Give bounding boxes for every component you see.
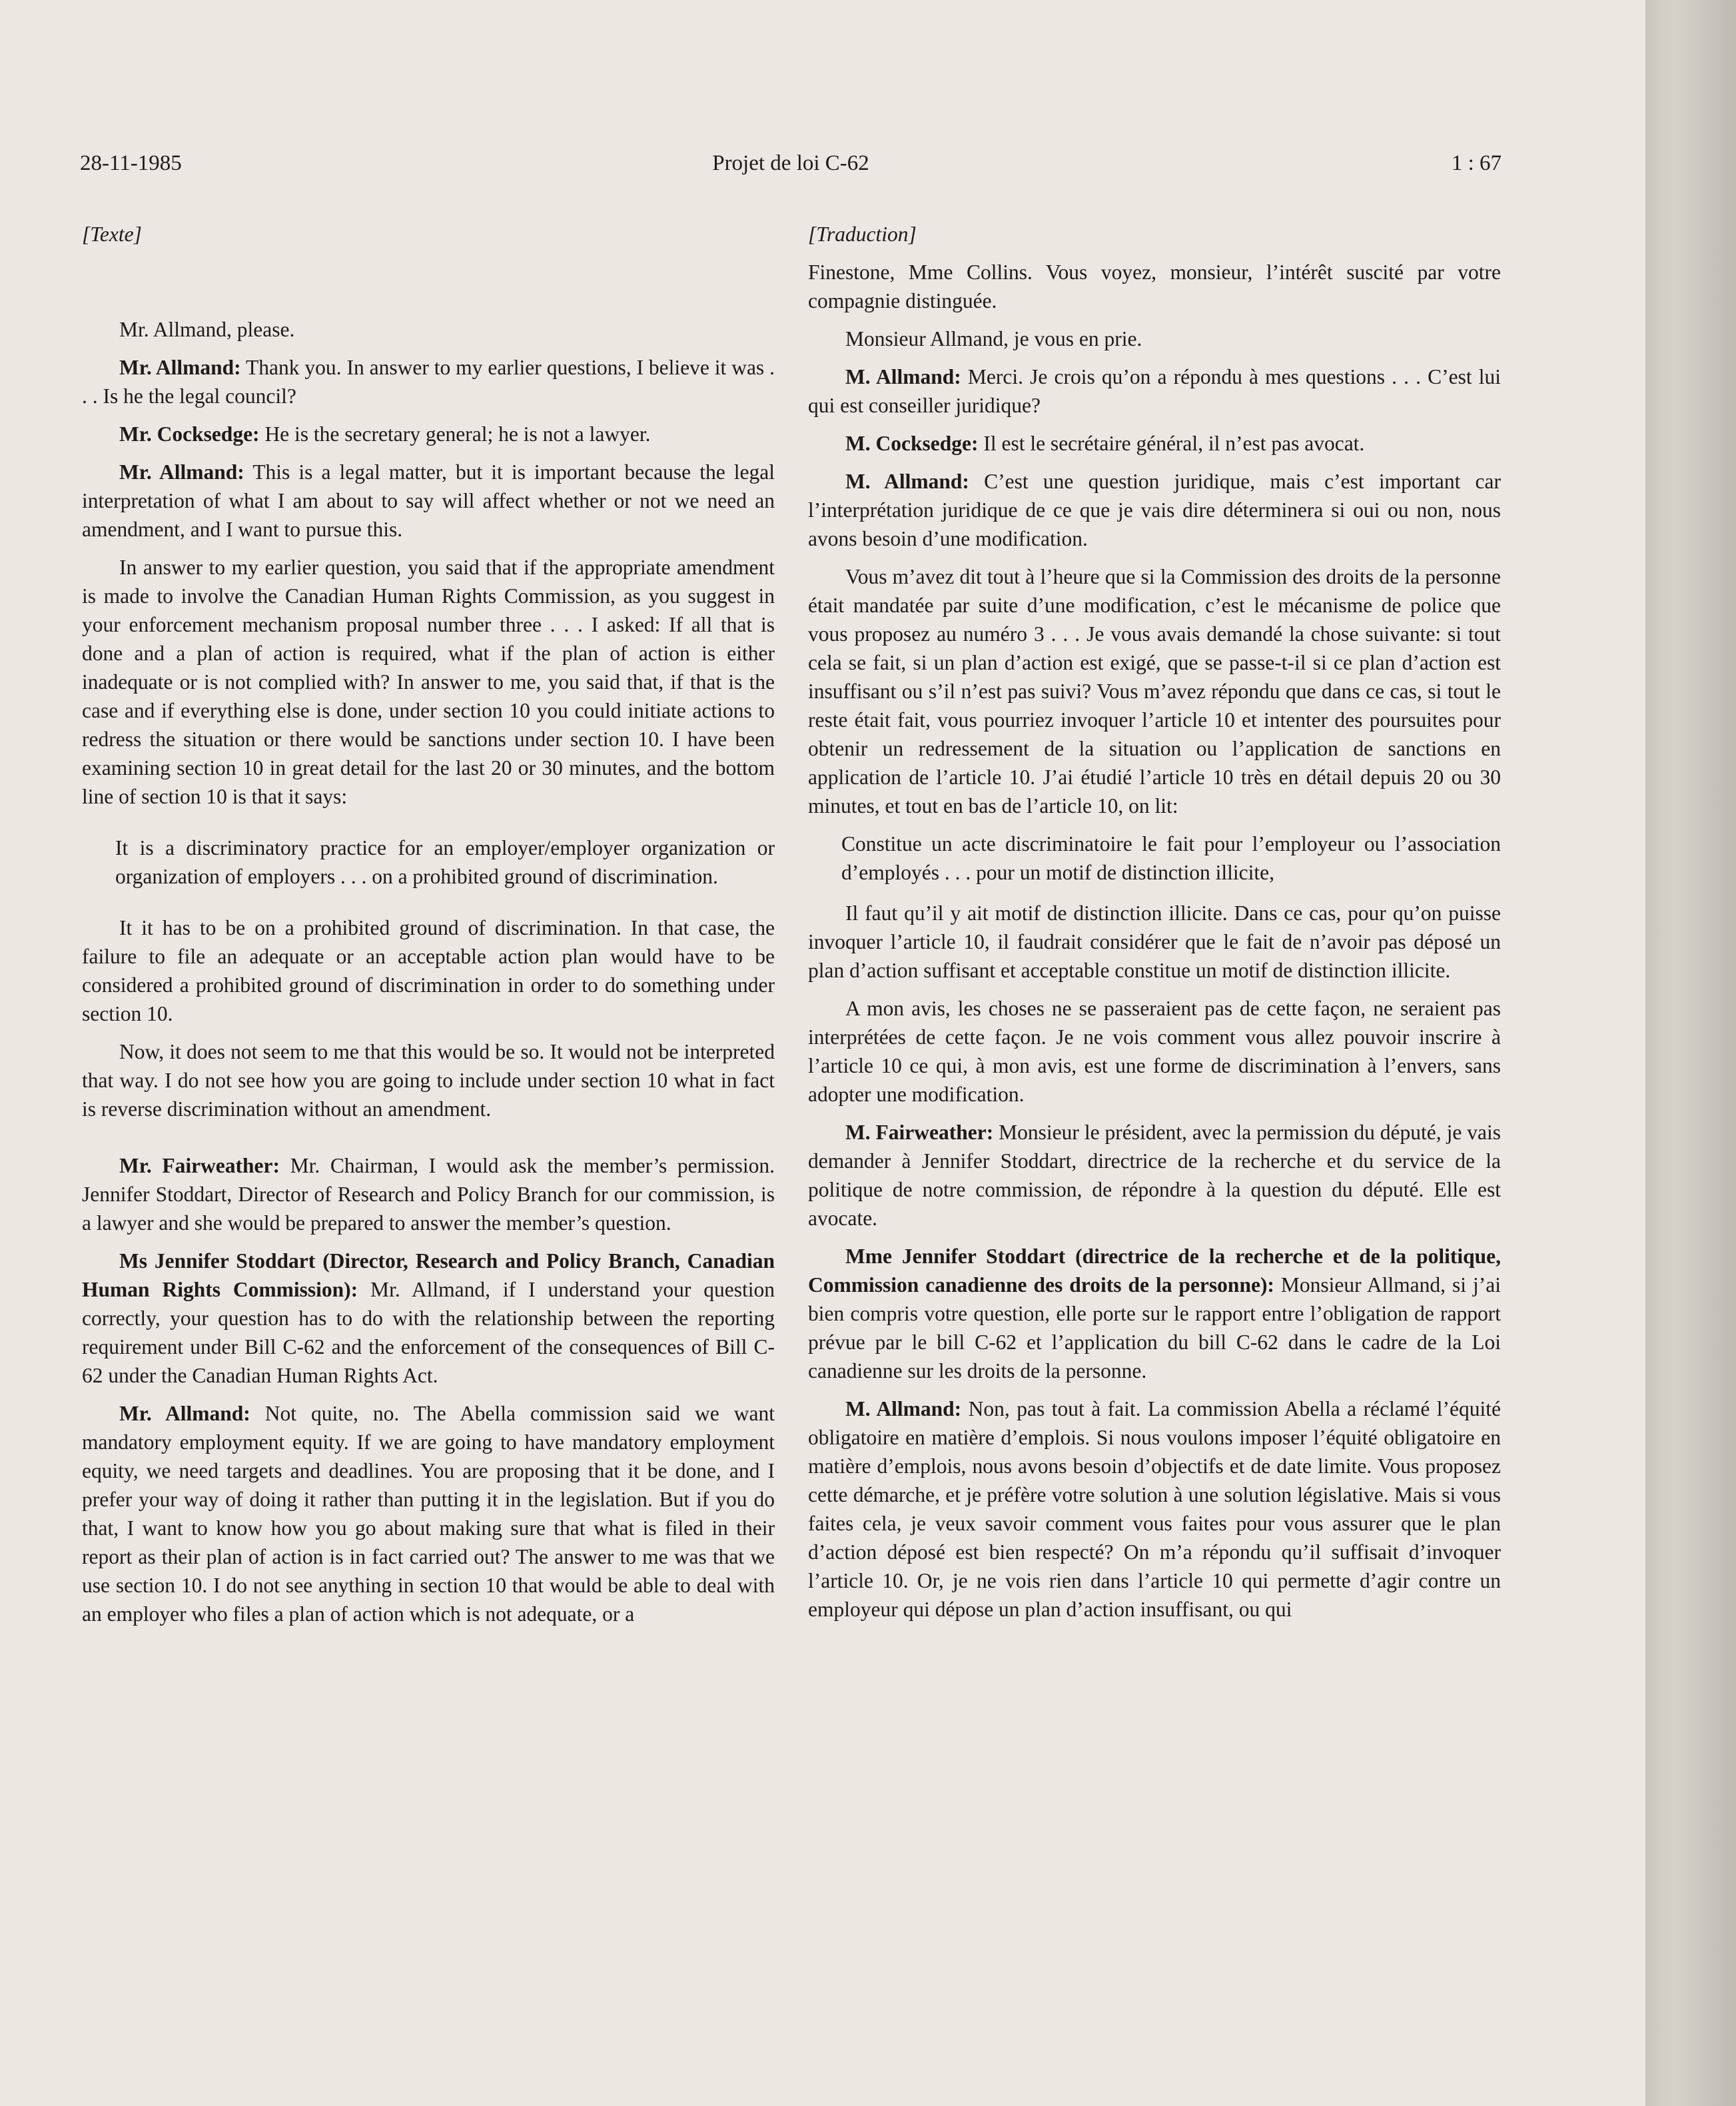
en-paragraph: Ms Jennifer Stoddart (Director, Research and Policy Branch, Canadian Human Rights Commission): Mr. Allmand, if I understand your question correctly, your question has to do with the relationship between the reporting requirement under Bill C-62 and the enforcement of the consequences of Bill C-62 under the Canadian Human Rights Act. <box>82 1249 775 1387</box>
speaker-name: M. Cocksedge: <box>845 432 979 455</box>
speaker-name: M. Allmand: <box>845 470 969 493</box>
speaker-name: Ms Jennifer Stoddart (Director, Research and Policy Branch, Canadian Human Rights Commission): <box>82 1249 775 1301</box>
speaker-name: Mme Jennifer Stoddart (directrice de la recherche et de la politique, Commission canadienne des droits de la personne): <box>808 1245 1501 1297</box>
speaker-name: M. Fairweather: <box>845 1121 994 1144</box>
en-paragraph: Mr. Fairweather: Mr. Chairman, I would ask the member’s permission. Jennifer Stoddart, Director of Research and Policy Branch for our commission, is a lawyer and she would be prepared to answer the member’s question. <box>82 1154 775 1235</box>
en-paragraph: Mr. Allmand: Thank you. In answer to my earlier questions, I believe it was . . . Is he the legal council? <box>82 356 775 408</box>
speaker-name: Mr. Fairweather: <box>119 1154 280 1177</box>
en-quotation: It is a discriminatory practice for an employer/employer organization or organization of employers . . . on a prohibited ground of discrimination. <box>115 836 775 888</box>
en-paragraph: Now, it does not seem to me that this would be so. It would not be interpreted that way. I do not see how you are going to include under section 10 what in fact is reverse discrimination without an amendment. <box>82 1040 775 1121</box>
speaker-name: Mr. Allmand: <box>119 356 241 379</box>
fr-quotation: Constitue un acte discriminatoire le fait pour l’employeur ou l’association d’employés . . . pour un motif de distinction illicite, <box>841 832 1501 884</box>
fr-paragraph: M. Fairweather: Monsieur le président, avec la permission du député, je vais demander à Jennifer Stoddart, directrice de la recherche et du service de la politique de notre commission, de répondre à la question du député. Elle est avocate. <box>808 1121 1501 1230</box>
fr-paragraph: Mme Jennifer Stoddart (directrice de la recherche et de la politique, Commission canadienne des droits de la personne): Monsieur Allmand, si j’ai bien compris votre question, elle porte sur le rapport entre l’obligation de rapport prévue par le bill C-62 et l’application du bill C-62 dans le cadre de la Loi canadienne sur les droits de la personne. <box>808 1245 1501 1382</box>
en-paragraph: Mr. Allmand: This is a legal matter, but it is important because the legal interpretation of what I am about to say will affect whether or not we need an amendment, and I want to pursue this. <box>82 460 775 541</box>
fr-paragraph: M. Allmand: Merci. Je crois qu’on a répondu à mes questions . . . C’est lui qui est conseiller juridique? <box>808 365 1501 417</box>
fr-paragraph: M. Cocksedge: Il est le secrétaire général, il n’est pas avocat. <box>845 432 1365 455</box>
fr-paragraph: Finestone, Mme Collins. Vous voyez, monsieur, l’intérêt suscité par votre compagnie distinguée. <box>808 261 1501 312</box>
fr-paragraph: Il faut qu’il y ait motif de distinction illicite. Dans ce cas, pour qu’on puisse invoquer l’article 10, il faudrait considérer que le fait de n’avoir pas déposé un plan d’action suffisant et acceptable constitue un motif de distinction illicite. <box>808 901 1501 982</box>
en-paragraph: It it has to be on a prohibited ground of discrimination. In that case, the failure to file an adequate or an acceptable action plan would have to be considered a prohibited ground of discrimination in order to do something under section 10. <box>82 916 775 1025</box>
french-column <box>808 220 1501 1633</box>
en-paragraph: Mr. Allmand: Not quite, no. The Abella commission said we want mandatory employment equity. If we are going to have mandatory employment equity, we need targets and deadlines. You are proposing that it be done, and I prefer your way of doing it rather than putting it in the legislation. But if you do that, I want to know how you go about making sure that what is filed in their report as their plan of action is in fact carried out? The answer to me was that we use section 10. I do not see anything in section 10 that would be able to deal with an employer who files a plan of action which is not adequate, or a <box>82 1402 775 1626</box>
fr-paragraph: Monsieur Allmand, je vous en prie. <box>845 327 1142 350</box>
fr-paragraph: M. Allmand: C’est une question juridique, mais c’est important car l’interprétation juridique de ce que je vais dire déterminera si oui ou non, nous avons besoin d’une modification. <box>808 470 1502 550</box>
fr-paragraph: M. Allmand: Non, pas tout à fait. La commission Abella a réclamé l’équité obligatoire en matière d’emplois. Si nous voulons imposer l’équité obligatoire en matière d’emplois, nous avons besoin d’objectifs et de date limite. Vous proposez cette démarche, et je préfère votre solution à une solution législative. Mais si vous faites cela, je veux savoir comment vous faites pour vous assurer que le plan d’action déposé est bien respecté? On m’a répondu qu’il suffisait d’invoquer l’article 10. Or, je ne vois rien dans l’article 10 qui permette d’agir contre un employeur qui dépose un plan d’action insuffisant, ou qui <box>808 1397 1501 1621</box>
fr-paragraph: Vous m’avez dit tout à l’heure que si la Commission des droits de la personne était mandatée par suite d’une modification, c’est le mécanisme de police que vous proposez au numéro 3 . . . Je vous avais demandé la chose suivante: si tout cela se fait, si un plan d’action est exigé, que se passe-t-il si ce plan d’action est insuffisant ou s’il n’est pas suivi? Vous m’avez répondu que dans ce cas, si tout le reste était fait, vous pourriez invoquer l’article 10 et intenter des poursuites pour obtenir un redressement de la situation ou l’application de sanctions en application de l’article 10. J’ai étudié l’article 10 très en détail depuis 20 ou 30 minutes, et tout en bas de l’article 10, on lit: <box>808 565 1501 817</box>
english-tag: [Texte] <box>82 223 142 246</box>
en-paragraph: Mr. Allmand, please. <box>119 318 295 341</box>
fr-paragraph: A mon avis, les choses ne se passeraient pas de cette façon, ne seraient pas interprétées de cette façon. Je ne vois comment vous allez pouvoir inscrire à l’article 10 ce qui, à mon avis, est une forme de discrimination à l’envers, sans adopter une modification. <box>808 997 1501 1106</box>
header-page-number: 1 : 67 <box>1451 151 1502 175</box>
header-title: Projet de loi C-62 <box>712 151 869 175</box>
speaker-name: M. Allmand: <box>845 365 961 388</box>
english-column <box>82 220 775 1638</box>
french-tag: [Traduction] <box>808 223 917 246</box>
en-paragraph: In answer to my earlier question, you said that if the appropriate amendment is made to involve the Canadian Human Rights Commission, as you suggest in your enforcement mechanism proposal number three . . . I asked: If all that is done and a plan of action is required, what if the plan of action is either inadequate or is not complied with? In answer to me, you said that, if that is the case and if everything else is done, under section 10 you could initiate actions to redress the situation or there would be sanctions under section 10. I have been examining section 10 in great detail for the last 20 or 30 minutes, and the bottom line of section 10 is that it says: <box>82 556 775 808</box>
speaker-name: Mr. Cocksedge: <box>119 422 260 446</box>
page-edge <box>1645 0 1736 2106</box>
en-paragraph: Mr. Cocksedge: He is the secretary general; he is not a lawyer. <box>119 422 651 446</box>
page-header <box>80 143 1502 183</box>
speaker-name: M. Allmand: <box>845 1397 962 1420</box>
speaker-name: Mr. Allmand: <box>119 1402 250 1425</box>
speaker-name: Mr. Allmand: <box>119 460 244 484</box>
header-date: 28-11-1985 <box>80 151 182 175</box>
